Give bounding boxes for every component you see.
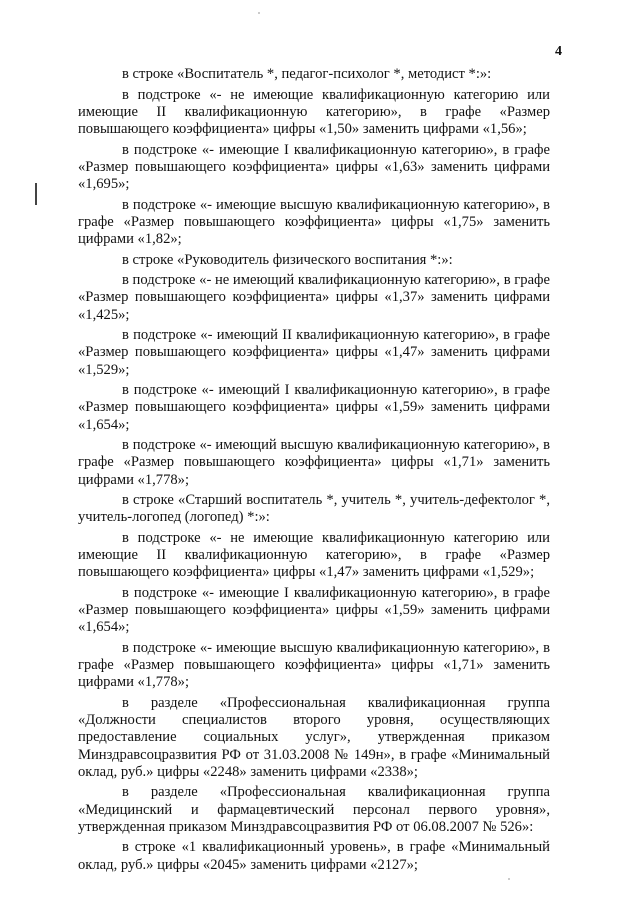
paragraph: в подстроке «- имеющие высшую квалификационную категорию», в графе «Размер повышающего коэффициента» цифры «1,71» заменить цифрами «1,778»; bbox=[78, 639, 550, 691]
paragraph: в строке «1 квалификационный уровень», в графе «Минимальный оклад, руб.» цифры «2045» заменить цифрами «2127»; bbox=[78, 839, 550, 873]
paragraph: в строке «Воспитатель *, педагог-психолог *, методист *:»: bbox=[122, 66, 492, 82]
paragraph: в подстроке «- имеющий II квалификационную категорию», в графе «Размер повышающего коэффициента» цифры «1,47» заменить цифрами «1,529»; bbox=[78, 327, 550, 378]
paragraph: в строке «Руководитель физического воспитания *:»: bbox=[122, 251, 453, 268]
page-number: 4 bbox=[555, 44, 562, 59]
paragraph: в подстроке «- имеющие I квалификационную категорию», в графе «Размер повышающего коэффициента» цифры «1,59» заменить цифрами «1,654»; bbox=[78, 584, 550, 636]
paragraph: в разделе «Профессиональная квалификационная группа «Медицинский и фармацевтический персонал первого уровня», утвержденная приказом Минздравсоцразвития РФ от 06.08.2007 № 526»: bbox=[78, 784, 550, 835]
scan-speck bbox=[508, 878, 510, 880]
paragraph: в подстроке «- не имеющие квалификационную категорию или имеющие II квалификационную категорию», в графе «Размер повышающего коэффициента» цифры «1,47» заменить цифрами «1,529»; bbox=[78, 529, 550, 581]
paragraph: в подстроке «- имеющие высшую квалификационную категорию», в графе «Размер повышающего коэффициента» цифры «1,75» заменить цифрами «1,82»; bbox=[78, 196, 550, 247]
scan-speck bbox=[258, 12, 260, 14]
paragraph: в подстроке «- не имеющие квалификационную категорию или имеющие II квалификационную категорию», в графе «Размер повышающего коэффициента» цифры «1,50» заменить цифрами «1,56»; bbox=[78, 86, 550, 137]
paragraph: в строке «Старший воспитатель *, учитель *, учитель-дефектолог *, учитель-логопед (логопед) *:»: bbox=[78, 492, 550, 526]
paragraph: в подстроке «- имеющий высшую квалификационную категорию», в графе «Размер повышающего коэффициента» цифры «1,71» заменить цифрами «1,778»; bbox=[78, 437, 550, 488]
paragraph: в подстроке «- не имеющий квалификационную категорию», в графе «Размер повышающего коэффициента» цифры «1,37» заменить цифрами «1,425»; bbox=[78, 272, 550, 323]
document-body bbox=[78, 66, 550, 877]
paragraph: в разделе «Профессиональная квалификационная группа «Должности специалистов второго уровня, осуществляющих предоставление социальных услуг», утвержденная приказом Минздравсоцразвития РФ от 31.03.2008 № 149н», в графе «Минимальный оклад, руб.» цифры «2248» заменить цифрами «2338»; bbox=[78, 694, 550, 780]
margin-mark bbox=[35, 183, 37, 205]
paragraph: в подстроке «- имеющий I квалификационную категорию», в графе «Размер повышающего коэффициента» цифры «1,59» заменить цифрами «1,654»; bbox=[78, 382, 550, 433]
paragraph: в подстроке «- имеющие I квалификационную категорию», в графе «Размер повышающего коэффициента» цифры «1,63» заменить цифрами «1,695»; bbox=[78, 141, 550, 192]
